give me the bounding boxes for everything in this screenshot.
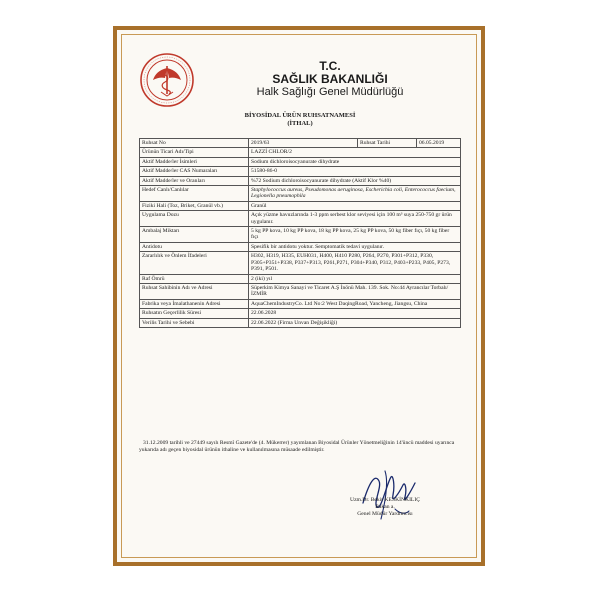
permit-date-value: 06.05.2019 [417, 139, 461, 148]
ministry-name: SAĞLIK BAKANLIĞI [272, 72, 388, 86]
table-row [140, 157, 461, 166]
row-label: Fabrika veya İmalathanenin Adresi [140, 299, 249, 308]
row-label: Aktif Madde/ler ve Oranları [140, 176, 249, 185]
row-value: Sodium dichloroisocyanurate dihydrate [249, 157, 461, 166]
row-value: Süperkim Kimya Sanayi ve Ticaret A.Ş İnönü Mah. 139. Sok. No:44 Ayrancılar Torbalı/İZMİR [249, 283, 461, 299]
row-label: Antidotu [140, 242, 249, 251]
row-label: Ruhsatın Geçerlilik Süresi [140, 309, 249, 318]
permit-no-label: Ruhsat No [140, 139, 249, 148]
permit-no-value: 2019/63 [249, 139, 358, 148]
row-label: Zararlılık ve Önlem İfadeleri [140, 252, 249, 274]
row-value: 22.06.2028 [249, 309, 461, 318]
table-row [140, 242, 461, 251]
ministry-header [210, 60, 450, 99]
row-label: Ürünün Ticari Adı/Tipi [140, 148, 249, 157]
row-label: Aktif Madde/ler İsimleri [140, 157, 249, 166]
permit-date-label: Ruhsat Tarihi [358, 139, 417, 148]
row-value: 51580-86-0 [249, 167, 461, 176]
row-label: Fiziki Hali (Toz, Briket, Granül vb.) [140, 201, 249, 210]
table-row [140, 211, 461, 227]
row-value: %72 Sodium dichloroisocyanurate dihydrate (Aktif Klor %40) [249, 176, 461, 185]
row-value: Açık yüzme havuzlarında 1-3 ppm serbest klor seviyesi için 100 m³ suya 250-750 gr ürün uygulanır. [249, 211, 461, 227]
table-row [140, 167, 461, 176]
table-row [140, 252, 461, 274]
row-value: 5 kg PP kova, 10 kg PP kova, 18 kg PP kova, 25 kg PP kova, 50 kg fiber fıçı, 50 kg fiber fıçı [249, 227, 461, 243]
signatory-title: Genel Müdür Yardımcısı [357, 511, 413, 517]
signatory-name: Uzm.Dr. Bekir KESKİNKILIÇ [350, 497, 420, 503]
table-row [140, 139, 461, 148]
signatory-role: Bakan a. [375, 504, 395, 510]
row-value: Spesifik bir antidotu yoktur. Semptomatik tedavi uygulanır. [249, 242, 461, 251]
ministry-seal-icon [139, 52, 195, 108]
country-code: T.C. [319, 59, 341, 73]
row-value: LAZZİ CHLOR/2 [249, 148, 461, 157]
signatory-block [330, 497, 440, 518]
row-label: Raf Ömrü [140, 274, 249, 283]
document-title: BİYOSİDAL ÜRÜN RUHSATNAMESİ [244, 112, 356, 119]
table-row [140, 201, 461, 210]
row-label: Ruhsat Sahibinin Adı ve Adresi [140, 283, 249, 299]
table-row [140, 148, 461, 157]
document-subtitle: (İTHAL) [287, 120, 313, 127]
table-row [140, 299, 461, 308]
row-label: Hedef Canlı/Canlılar [140, 186, 249, 202]
table-row [140, 274, 461, 283]
directorate-name: Halk Sağlığı Genel Müdürlüğü [256, 86, 404, 98]
legal-footnote: 31.12.2009 tarihli ve 27449 sayılı Resmî Gazete'de (4. Mükerrer) yayımlanan Biyosidal Ürünler Yönetmeliğinin 14'üncü maddesi uyarınca yukarıda adı geçen biyosidal ürünün ithaline ve kullanılmasına müsaade edilmiştir. [139, 440, 455, 453]
permit-table [139, 138, 461, 328]
row-value: Granül [249, 201, 461, 210]
row-value: AquaChemIndustryCo. Ltd No:2 West DaqingRoad, Yancheng, Jiangsu, China [249, 299, 461, 308]
row-label: Aktif Madde/ler CAS Numaraları [140, 167, 249, 176]
row-value: 22.06.2022 (Firma Unvan Değişikliği) [249, 318, 461, 327]
row-label: Ambalaj Miktarı [140, 227, 249, 243]
table-row [140, 227, 461, 243]
row-value: 2 (iki) yıl [249, 274, 461, 283]
row-value: Staphylococcus aureus, Pseudomonas aeruginosa, Escherichia coli, Enterococcus faecium, Legionella pneumophila [249, 186, 461, 202]
table-row [140, 176, 461, 185]
row-label: Uygulama Dozu [140, 211, 249, 227]
table-row [140, 283, 461, 299]
row-value: H302, H319, H335, EUH031, H400, H410 P280, P264, P270, P301+P312, P330, P305+P351+P338, P337+P313, P261,P271, P304+P340, P312, P403+P233, P405, P273, P391, P501. [249, 252, 461, 274]
table-row [140, 318, 461, 327]
document-title-block [130, 112, 470, 128]
row-label: Verilis Tarihi ve Sebebi [140, 318, 249, 327]
table-row [140, 309, 461, 318]
table-row [140, 186, 461, 202]
